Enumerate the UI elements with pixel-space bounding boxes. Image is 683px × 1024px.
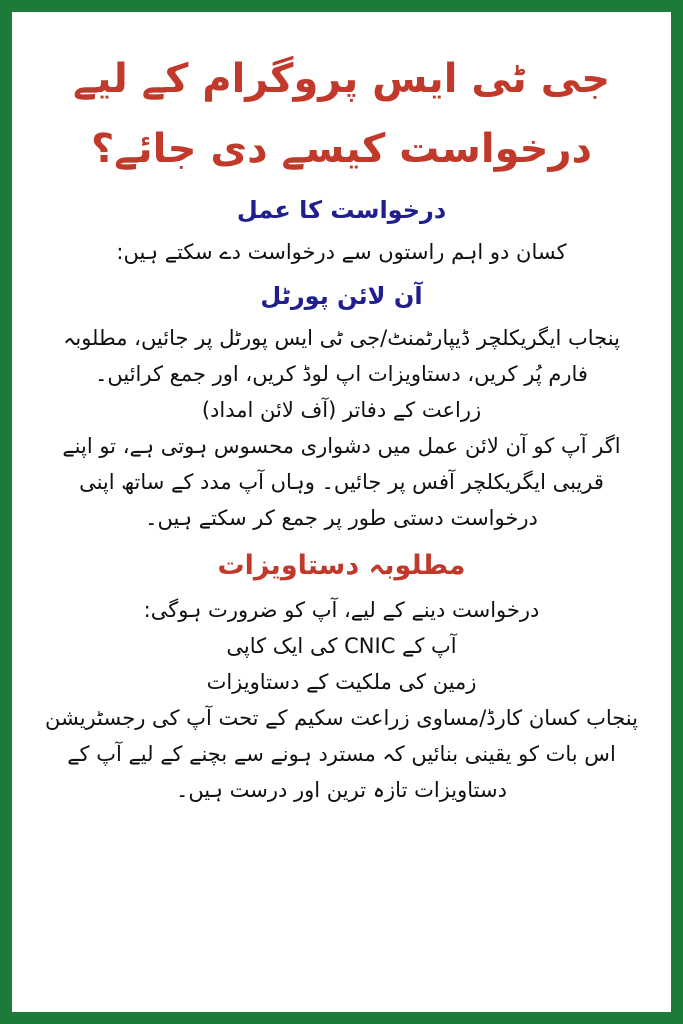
- document-item-cnic: آپ کے CNIC کی ایک کاپی: [226, 634, 457, 658]
- documents-note: اس بات کو یقینی بنائیں کہ مسترد ہونے سے بچنے کے لیے آپ کے دستاویزات تازہ ترین اور درست ہیں۔: [67, 742, 616, 802]
- online-portal-heading: آن لائن پورٹل: [260, 282, 423, 310]
- document-item-land-ownership: زمین کی ملکیت کے دستاویزات: [206, 670, 477, 694]
- online-portal-text: پنجاب ایگریکلچر ڈیپارٹمنٹ/جی ٹی ایس پورٹل پر جائیں، مطلوبہ فارم پُر کریں، دستاویزات اپ لوڈ کریں، اور جمع کرائیں۔: [63, 326, 620, 386]
- application-process-intro: کسان دو اہم راستوں سے درخواست دے سکتے ہیں:: [116, 240, 567, 264]
- document-item-kisan-card: پنجاب کسان کارڈ/مساوی زراعت سکیم کے تحت آپ کی رجسٹریشن: [44, 706, 638, 730]
- article-content: [34, 30, 649, 1002]
- offline-offices-heading: زراعت کے دفاتر (آف لائن امداد): [201, 398, 482, 422]
- required-documents-intro: درخواست دینے کے لیے، آپ کو ضرورت ہوگی:: [143, 598, 540, 622]
- offline-offices-text: اگر آپ کو آن لائن عمل میں دشواری محسوس ہوتی ہے، تو اپنے قریبی ایگریکلچر آفس پر جائیں۔ وہاں آپ مدد کے ساتھ اپنی درخواست دستی طور پر جمع کر سکتے ہیں۔: [62, 434, 621, 530]
- application-process-heading: درخواست کا عمل: [236, 196, 447, 224]
- page-title: جی ٹی ایس پروگرام کے لیے درخواست کیسے دی جائے؟: [72, 56, 611, 172]
- required-documents-heading: مطلوبہ دستاویزات: [217, 550, 466, 581]
